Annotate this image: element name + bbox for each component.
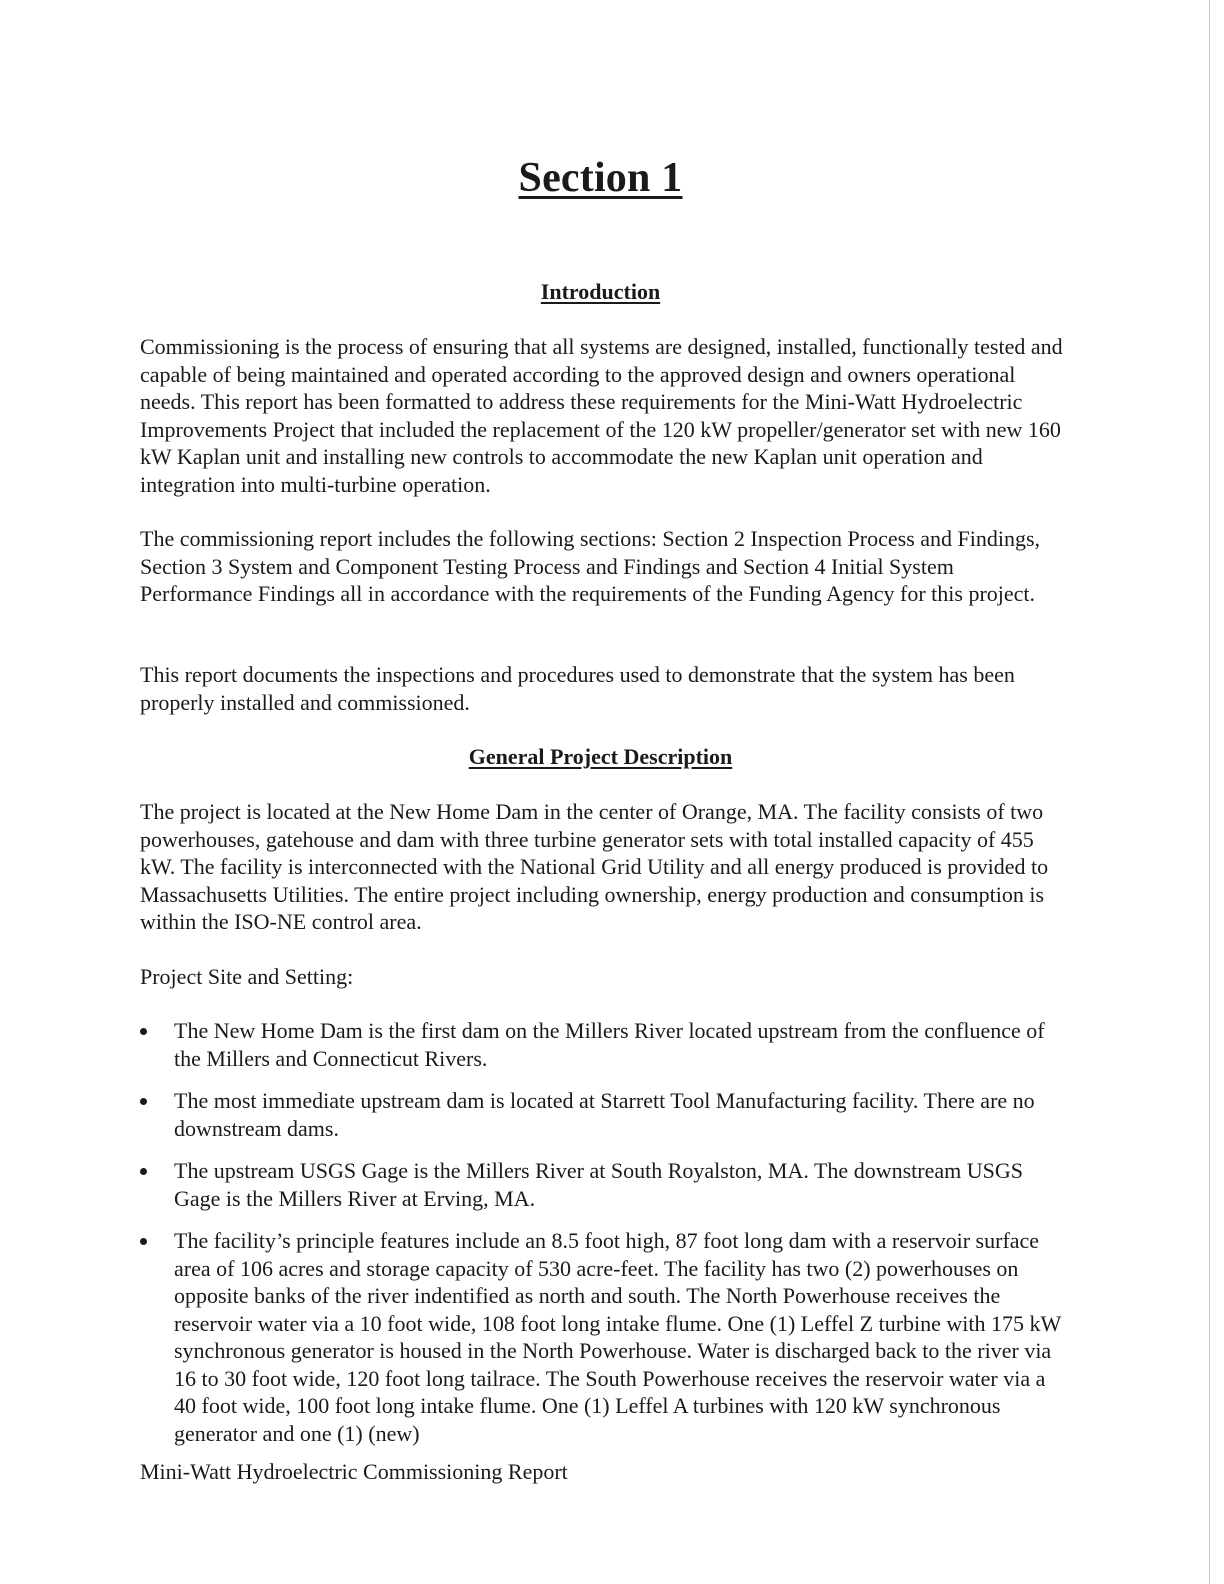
bullet-text: The facility’s principle features include an 8.5 foot high, 87 foot long dam with a reservoir surface area of 106 acres and storage capacity of 530 acre-feet. The facility has two (2) powerhouses on opposite banks of the river indentified as north and south. The North Powerhouse receives the reservoir water via a 10 foot wide, 108 foot long intake flume. One (1) Leffel Z turbine with 175 kW synchronous generator is housed in the North Powerhouse. Water is discharged back to the river via 16 to 30 foot wide, 120 foot long tailrace. The South Powerhouse receives the reservoir water via a 40 foot wide, 100 foot long intake flume. One (1) Leffel A turbines with 120 kW synchronous generator and one (1) (new) xyxy=(174,1228,1061,1446)
page-footer: Mini-Watt Hydroelectric Commissioning Report xyxy=(140,1459,568,1484)
list-item xyxy=(140,1087,1070,1142)
section-title: Section 1 xyxy=(518,155,683,201)
list-item xyxy=(140,1017,1070,1072)
bullet-dot-icon xyxy=(140,1028,147,1035)
list-item xyxy=(140,1227,1070,1447)
bullet-text: The New Home Dam is the first dam on the Millers River located upstream from the confluence of the Millers and Connecticut Rivers. xyxy=(174,1018,1045,1071)
bullet-text: The most immediate upstream dam is located at Starrett Tool Manufacturing facility. There are no downstream dams. xyxy=(174,1088,1035,1141)
general-description-heading: General Project Description xyxy=(468,744,733,769)
project-site-bullet-list xyxy=(140,1017,1070,1462)
intro-paragraph-2: The commissioning report includes the following sections: Section 2 Inspection Process and Findings, Section 3 System and Component Testing Process and Findings and Section 4 Initial System Performance Findings all in accordance with the requirements of the Funding Agency for this project. xyxy=(140,526,1041,606)
bullet-text: The upstream USGS Gage is the Millers River at South Royalston, MA. The downstream USGS Gage is the Millers River at Erving, MA. xyxy=(174,1158,1023,1211)
general-description-paragraph: The project is located at the New Home Dam in the center of Orange, MA. The facility consists of two powerhouses, gatehouse and dam with three turbine generator sets with total installed capacity of 455 kW. The facility is interconnected with the National Grid Utility and all energy produced is provided to Massachusetts Utilities. The entire project including ownership, energy production and consumption is within the ISO-NE control area. xyxy=(140,799,1049,934)
intro-paragraph-3: This report documents the inspections and procedures used to demonstrate that the system has been properly installed and commissioned. xyxy=(140,662,1015,715)
list-item xyxy=(140,1157,1070,1212)
bullet-dot-icon xyxy=(140,1098,147,1105)
introduction-heading: Introduction xyxy=(540,279,661,304)
bullet-dot-icon xyxy=(140,1238,147,1245)
bullet-dot-icon xyxy=(140,1168,147,1175)
project-site-label: Project Site and Setting: xyxy=(140,964,354,989)
intro-paragraph-1: Commissioning is the process of ensuring that all systems are designed, installed, functionally tested and capable of being maintained and operated according to the approved design and owners operational needs. This report has been formatted to address these requirements for the Mini-Watt Hydroelectric Improvements Project that included the replacement of the 120 kW propeller/generator set with new 160 kW Kaplan unit and installing new controls to accommodate the new Kaplan unit operation and integration into multi-turbine operation. xyxy=(140,334,1063,497)
page-edge-line xyxy=(1209,0,1210,1584)
